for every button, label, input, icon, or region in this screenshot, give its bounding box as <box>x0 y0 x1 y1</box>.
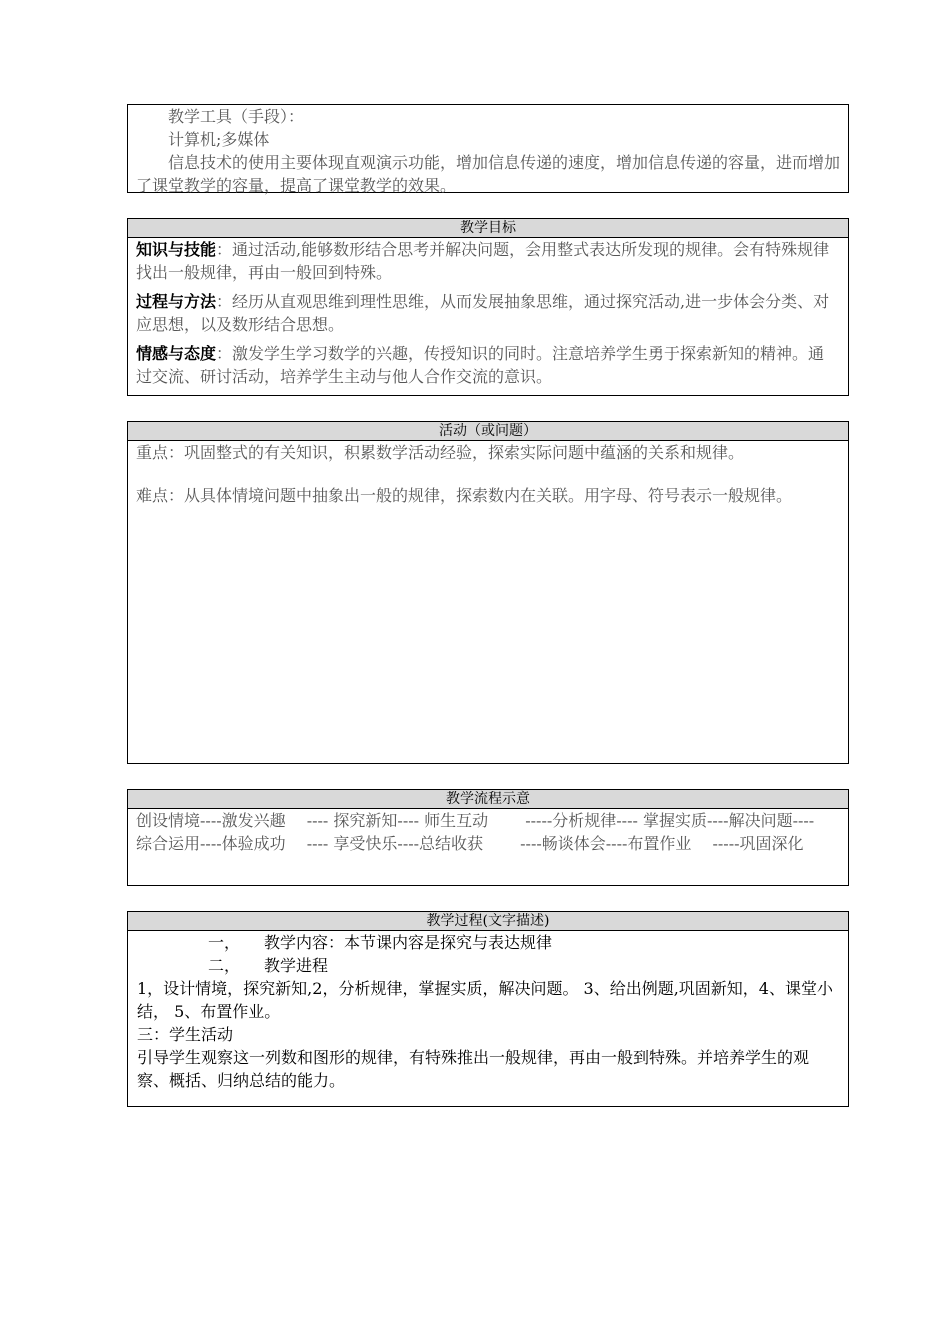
emotion-text: ：激发学生学习数学的兴趣，传授知识的同时。注意培养学生勇于探索新知的精神。通过交流、研讨活动，培养学生主动与他人合作交流的意识。 <box>136 344 825 386</box>
tools-section <box>127 104 849 193</box>
process-line-5: 引导学生观察这一列数和图形的规律，有特殊推出一般规律，再由一般到特殊。并培养学生的观察、概括、归纳总结的能力。 <box>137 1048 810 1090</box>
flow-text: 创设情境----激发兴趣 ---- 探究新知---- 师生互动 -----分析规律---- 掌握实质----解决问题---- 综合运用----体验成功 ---- 享受快乐----总结收获 ----畅谈体会----布置作业 -----巩固深化 <box>136 811 831 853</box>
knowledge-text: ：通过活动,能够数形结合思考并解决问题，会用整式表达所发现的规律。会有特殊规律找出一般规律，再由一般回到特殊。 <box>136 240 830 282</box>
objective-emotion <box>128 342 848 388</box>
process-line-3: 1，设计情境，探究新知,2，分析规律，掌握实质，解决问题。 3、给出例题,巩固新知，4、课堂小结， 5、布置作业。 <box>137 979 833 1021</box>
process-section <box>127 911 849 1107</box>
process-line-4: 三：学生活动 <box>137 1025 234 1044</box>
knowledge-label: 知识与技能 <box>136 240 217 259</box>
flow-title: 教学流程示意 <box>128 790 848 809</box>
tools-heading: 教学工具（手段）： <box>168 107 305 126</box>
objective-knowledge <box>128 238 848 284</box>
objectives-title: 教学目标 <box>128 219 848 238</box>
activity-title: 活动（或问题） <box>128 422 848 441</box>
objective-process <box>128 290 848 336</box>
activity-section <box>127 421 849 764</box>
process-line-2: 二， 教学进程 <box>208 956 329 975</box>
tools-description: 信息技术的使用主要体现直观演示功能，增加信息传递的速度，增加信息传递的容量，进而增加了课堂教学的容量，提高了课堂教学的效果。 <box>136 153 841 195</box>
process-label: 过程与方法 <box>136 292 217 311</box>
emotion-label: 情感与态度 <box>136 344 217 363</box>
process-text: ：经历从直观思维到理性思维，从而发展抽象思维，通过探究活动,进一步体会分类、对应思想，以及数形结合思想。 <box>136 292 830 334</box>
activity-key-point: 重点：巩固整式的有关知识，积累数学活动经验，探索实际问题中蕴涵的关系和规律。 <box>136 443 745 462</box>
flow-section <box>127 789 849 886</box>
tools-items: 计算机;多媒体 <box>168 130 270 149</box>
objectives-section <box>127 218 849 396</box>
process-line-1: 一， 教学内容：本节课内容是探究与表达规律 <box>208 933 553 952</box>
activity-difficulty: 难点：从具体情境问题中抽象出一般的规律，探索数内在关联。用字母、符号表示一般规律。 <box>136 486 793 505</box>
process-title: 教学过程(文字描述) <box>128 912 848 931</box>
